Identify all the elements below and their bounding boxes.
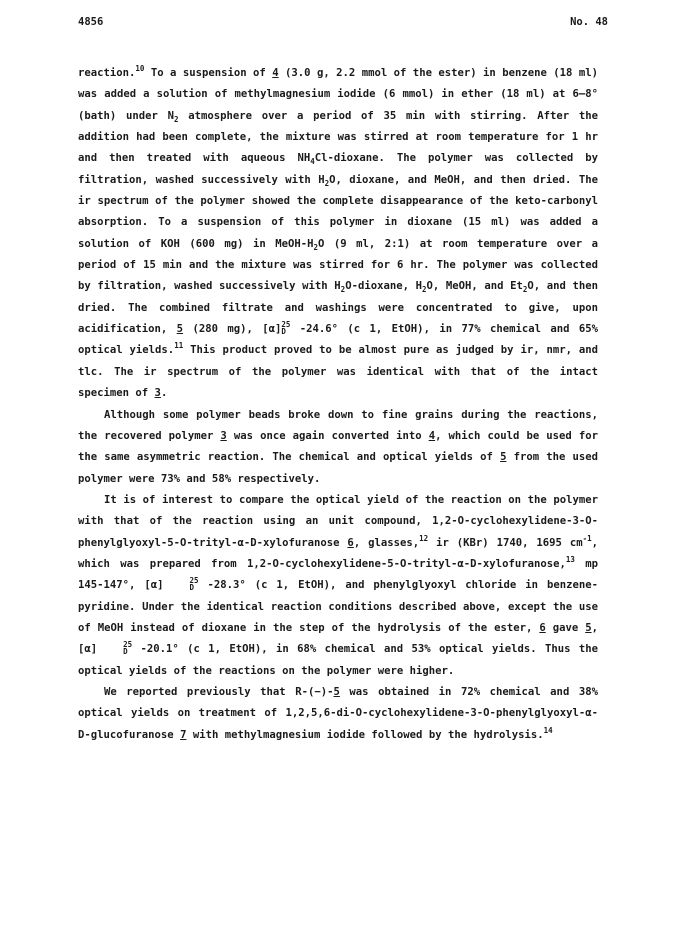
compound-number: 7 [180,728,187,741]
article-body [78,63,598,746]
subscript: 4 [310,157,315,167]
text-span: gave [545,621,586,634]
compound-number: 4 [428,429,436,442]
compound-number: 6 [539,621,546,634]
paragraph-3 [78,490,598,682]
compound-number: 6 [347,536,354,549]
superscript: 25 [281,320,291,330]
text-span: Although some polymer beads broke down to fine grains during the reactions, the recovered polymer [78,408,598,442]
text-span: , glasses, [353,536,420,549]
text-span: O-dioxane, H [345,280,422,293]
text-span: To a suspension of [144,67,273,79]
paragraph-2 [78,405,598,490]
text-span: (3.0 g, 2.2 mmol of the ester) in benzene (18 ml) was added a solution of methylmagnesium iodide (6 mmol) in ether (18 ml) at 6–8° (bath) under N [78,67,598,122]
superscript: 25 [189,576,199,586]
text-span: from the used polymer were 73% and 58% respectively. [78,451,598,485]
compound-number: 5 [176,323,184,336]
text-span: . [160,387,168,400]
text-span: O (9 ml, 2:1) at room temperature over a period of 15 min and the mixture was stirred for 6 hr. The polymer was collected by filtration, washed successively with H [78,237,598,293]
footnote-ref: 10 [135,64,145,73]
text-span: mp 145-147°, [α] [78,557,598,592]
text-span: atmosphere over a period of 35 min with stirring. After the addition had been complete, the mixture was stirred at room temperature for 1 hr and then treated with aqueous NH [78,109,598,165]
text-span: Cl-dioxane. The polymer was collected by filtration, washed successively with H [78,152,598,186]
subscript: 2 [313,242,319,252]
footnote-ref: 13 [565,554,575,564]
text-span: ir (KBr) 1740, 1695 cm [428,536,583,549]
text-span: was obtained in 72% chemical and 38% optical yields on treatment of 1,2,5,6-di-O-cyclohexylidene-3-O-phenylglyoxyl-α-D-glucofuranose [78,685,598,741]
text-span: -20.1° (c 1, EtOH), in 68% chemical and 53% optical yields. Thus the optical yields of the reactions on the polymer were higher. [78,643,598,677]
compound-number: 5 [333,685,340,698]
paragraph-1 [78,63,598,405]
text-span: O, MeOH, and Et [426,280,523,293]
text-span: O, dioxane, and MeOH, and then dried. The ir spectrum of the polymer showed the complete disappearance of the keto-carbonyl absorption. To a suspension of this polymer in dioxane (15 ml) was added a solution of KOH (600 mg) in MeOH-H [78,173,598,250]
rotation-notation: $^{25}$ D [281,320,291,337]
compound-number: 3 [220,429,227,442]
text-span: , [α] [78,621,598,656]
text-span: was once again converted into [226,429,429,442]
subscript: 2 [324,178,330,188]
compound-number: 5 [500,451,507,464]
rotation-notation: $^{25}$ D [123,640,133,657]
subscript: 2 [340,285,346,295]
text-span: O, and then dried. The combined filtrate and washings were concentrated to give, upon acidification, [78,280,598,336]
text-span: -24.6° (c 1, EtOH), in 77% chemical and 65% optical yields. [78,323,598,357]
rotation-notation: $^{25}$ D [189,576,199,593]
footnote-ref: 12 [419,533,429,543]
text-span: (280 mg), [α] [183,323,282,336]
footnote-ref: 11 [174,341,184,351]
issue-number: No. 48 [570,16,608,28]
footnote-ref: 14 [543,725,553,735]
text-span: This product proved to be almost pure as judged by ir, nmr, and tlc. The ir spectrum of the polymer was identical with that of the intact specimen of [78,344,598,400]
page-header [78,16,608,28]
compound-number: 3 [154,387,161,400]
superscript: -1 [582,533,592,543]
text-span: It is of interest to compare the optical yield of the reaction on the polymer with that of the reaction using an unit compound, 1,2-O-cyclohexylidene-3-O-phenylglyoxyl-5-O-trityl-α-D-xylofuranose [78,493,598,549]
paragraph-4 [78,682,598,746]
compound-number: 4 [272,67,279,79]
text-span: with methylmagnesium iodide followed by the hydrolysis. [186,728,544,741]
subscript: 2 [522,285,528,295]
superscript: 25 [123,640,133,650]
text-span: We reported previously that R-(−)- [104,685,334,698]
text-span: , which was prepared from 1,2-O-cyclohexylidene-5-O-trityl-α-D-xylofuranose, [78,536,598,570]
page-number: 4856 [78,16,104,28]
compound-number: 5 [585,621,592,634]
subscript: 2 [173,114,179,124]
text-span: -28.3° (c 1, EtOH), and phenylglyoxyl chloride in benzene-pyridine. Under the identical reaction conditions described above, except the use of MeOH instead of dioxane in the step of the hydrolysis of the ester, [78,579,598,634]
text-span: , which could be used for the same asymmetric reaction. The chemical and optical yields of [78,429,598,464]
subscript: 2 [421,285,427,295]
text-span: reaction. [78,67,136,79]
